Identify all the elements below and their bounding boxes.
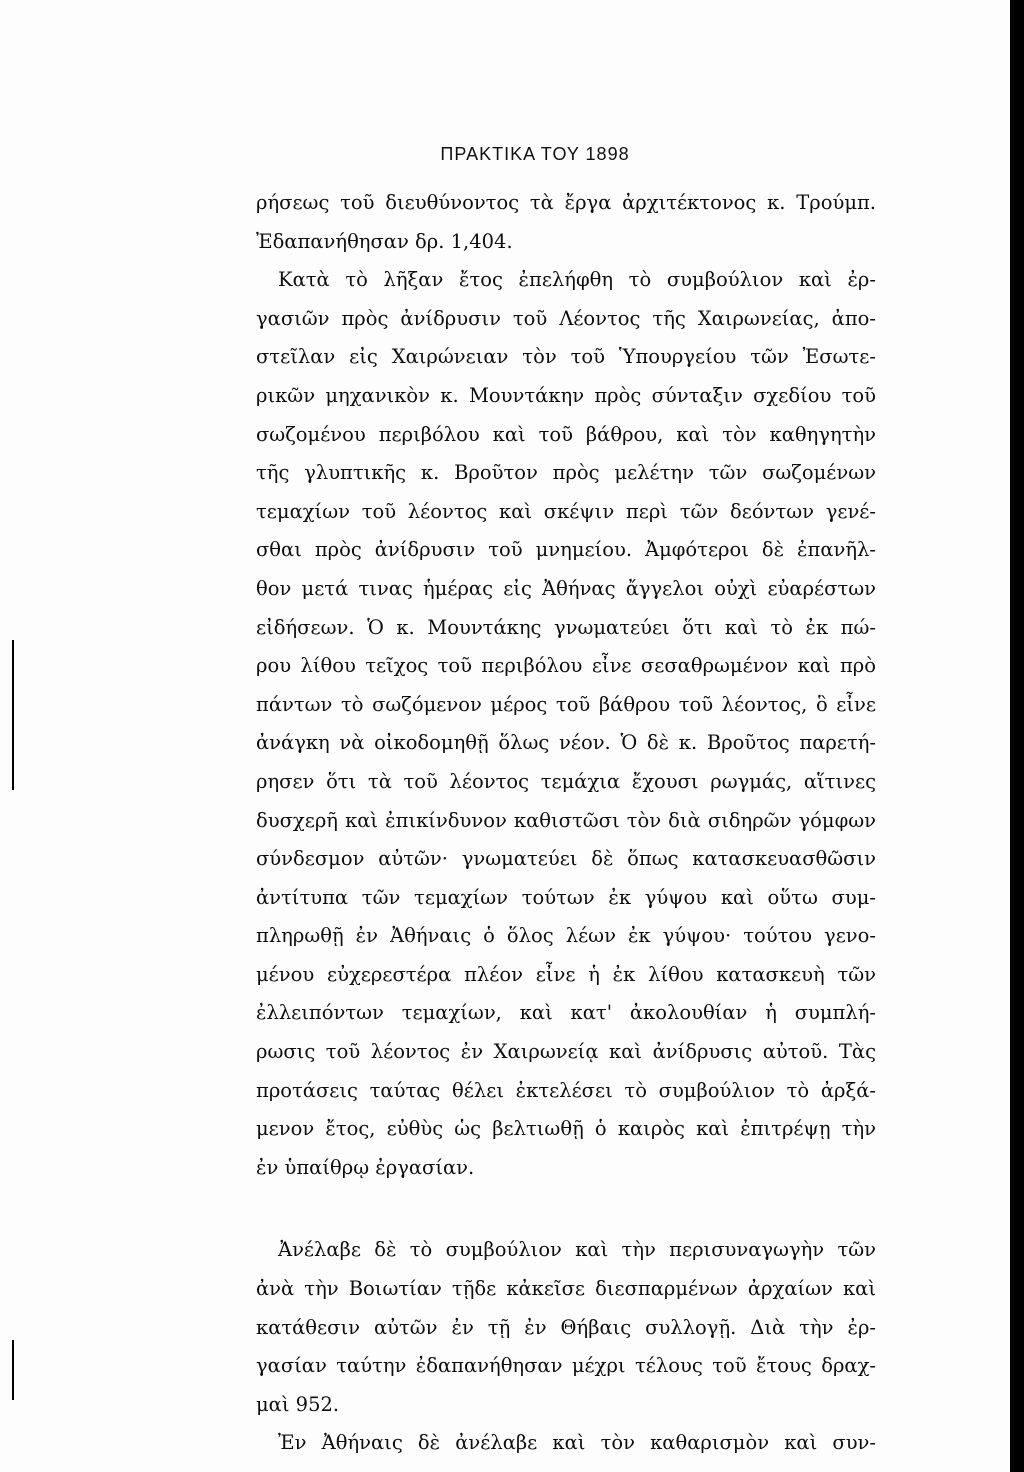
text-line: κατάθεσιν αὐτῶν ἐν τῇ ἐν Θήβαις συλλογῇ. Διὰ τὴν ἐρ-	[256, 1315, 876, 1339]
text-line: σθαι πρὸς ἀνίδρυσιν τοῦ μνημείου. Ἀμφότεροι δὲ ἐπανῆλ-	[256, 538, 876, 562]
text-line: ρησεν ὅτι τὰ τοῦ λέοντος τεμάχια ἔχουσι ρωγμάς, αἵτινες	[256, 769, 876, 793]
text-line: Ἐν Ἀθήναις δὲ ἀνέλαβε καὶ τὸν καθαρισμὸν καὶ συν-	[278, 1431, 876, 1455]
text-line: ρήσεως τοῦ διευθύνοντος τὰ ἔργα ἀρχιτέκτονος κ. Τρούμπ.	[256, 191, 876, 214]
text-line: δυσχερῆ καὶ ἐπικίνδυνον καθιστῶσι τὸν διὰ σιδηρῶν γόμφων	[256, 808, 876, 832]
text-line: ἀντίτυπα τῶν τεμαχίων τούτων ἐκ γύψου καὶ οὕτω συμ-	[256, 885, 876, 909]
text-line: ἐν ὑπαίθρῳ ἐργασίαν.	[256, 1155, 475, 1179]
text-line: πληρωθῇ ἐν Ἀθήναις ὁ ὅλος λέων ἐκ γύψου· τούτου γενο-	[256, 924, 876, 948]
text-line: στεῖλαν εἰς Χαιρώνειαν τὸν τοῦ Ὑπουργείου τῶν Ἐσωτε-	[256, 345, 876, 369]
page-edge-mark	[12, 640, 14, 790]
page-edge-mark	[12, 1340, 14, 1400]
text-line: πάντων τὸ σωζόμενον μέρος τοῦ βάθρου τοῦ λέοντος, ὃ εἶνε	[256, 692, 876, 716]
text-line: σωζομένου περιβόλου καὶ τοῦ βάθρου, καὶ τὸν καθηγητὴν	[256, 422, 876, 446]
running-header: ΠΡΑΚΤΙΚΑ ΤΟΥ 1898	[440, 144, 630, 164]
text-line: ἀνάγκη νὰ οἰκοδομηθῇ ὅλως νέον. Ὁ δὲ κ. Βροῦτος παρετή-	[256, 731, 876, 755]
text-line: θον μετά τινας ἡμέρας εἰς Ἀθήνας ἄγγελοι οὐχὶ εὐαρέστων	[256, 576, 876, 600]
text-line: Ἀνέλαβε δὲ τὸ συμβούλιον καὶ τὴν περισυναγωγὴν τῶν	[278, 1238, 876, 1262]
text-line: γασίαν ταύτην ἐδαπανήθησαν μέχρι τέλους τοῦ ἔτους δραχ-	[256, 1354, 876, 1378]
text-line: Ἐδαπανήθησαν δρ. 1,404.	[256, 229, 513, 253]
text-line: Κατὰ τὸ λῆξαν ἔτος ἐπελήφθη τὸ συμβούλιον καὶ ἐρ-	[278, 268, 876, 292]
text-line: τεμαχίων τοῦ λέοντος καὶ σκέψιν περὶ τῶν δεόντων γενέ-	[256, 499, 876, 523]
text-line: σύνδεσμον αὐτῶν· γνωματεύει δὲ ὅπως κατασκευασθῶσιν	[256, 847, 876, 871]
text-line: ρου λίθου τεῖχος τοῦ περιβόλου εἶνε σεσαθρωμένον καὶ πρὸ	[256, 654, 876, 678]
body-text	[256, 184, 876, 1463]
text-line: μενον ἔτος, εὐθὺς ὡς βελτιωθῇ ὁ καιρὸς καὶ ἐπιτρέψῃ τὴν	[256, 1117, 876, 1141]
text-line: γασιῶν πρὸς ἀνίδρυσιν τοῦ Λέοντος τῆς Χαιρωνείας, ἀπο-	[256, 306, 876, 330]
text-line: τῆς γλυπτικῆς κ. Βροῦτον πρὸς μελέτην τῶν σωζομένων	[256, 461, 876, 485]
text-line: ἐλλειπόντων τεμαχίων, καὶ κατ' ἀκολουθίαν ἡ συμπλή-	[256, 1001, 876, 1025]
text-line: εἰδήσεων. Ὁ κ. Μουντάκης γνωματεύει ὅτι καὶ τὸ ἐκ πώ-	[256, 615, 876, 639]
text-line: μαὶ 952.	[256, 1392, 340, 1416]
text-line: ἀνὰ τὴν Βοιωτίαν τῇδε κἀκεῖσε διεσπαρμένων ἀρχαίων καὶ	[256, 1277, 876, 1301]
paragraph-gap	[256, 1187, 876, 1231]
text-line: ρωσις τοῦ λέοντος ἐν Χαιρωνείᾳ καὶ ἀνίδρυσις αὐτοῦ. Τὰς	[256, 1040, 876, 1064]
text-line: μένου εὐχερεστέρα πλέον εἶνε ἡ ἐκ λίθου κατασκευὴ τῶν	[256, 962, 876, 986]
text-line: ρικῶν μηχανικὸν κ. Μουντάκην πρὸς σύνταξιν σχεδίου τοῦ	[256, 383, 876, 407]
text-line: προτάσεις ταύτας θέλει ἐκτελέσει τὸ συμβούλιον τὸ ἀρξά-	[256, 1078, 876, 1102]
scan-border	[1010, 0, 1024, 1472]
